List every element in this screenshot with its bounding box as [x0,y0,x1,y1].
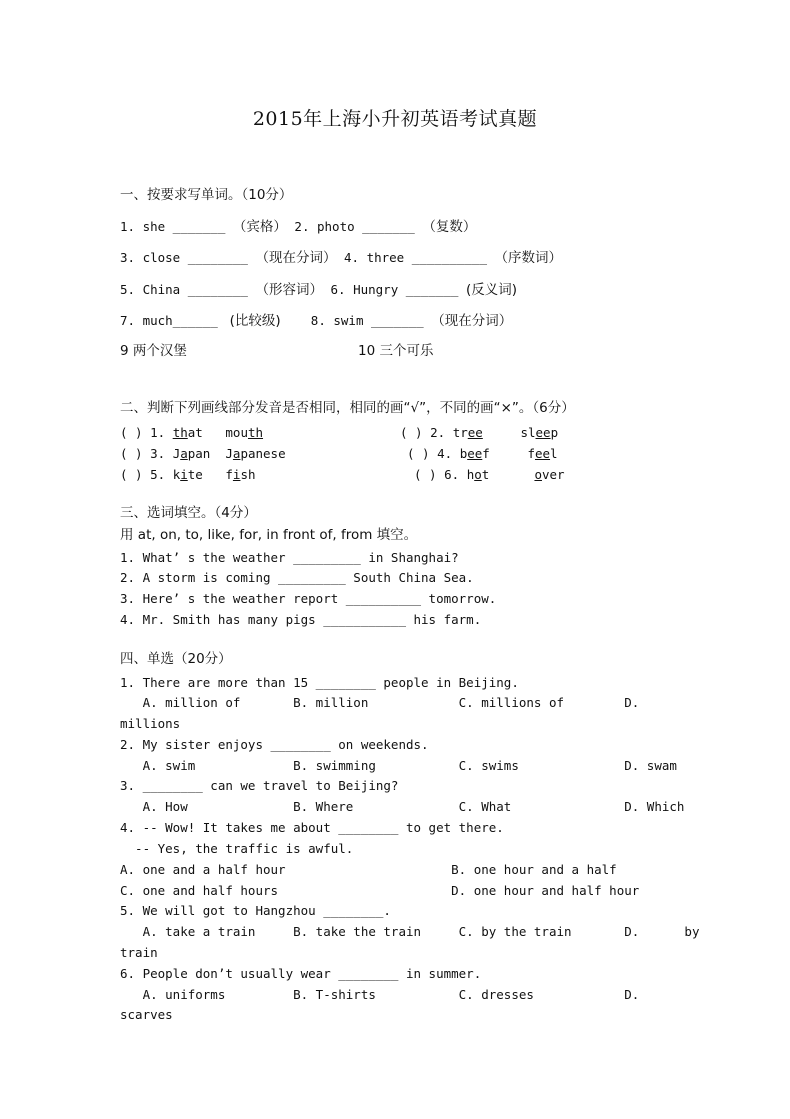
row4-part4: （现在分词） [431,313,513,329]
item5-word1-start: k [172,467,181,482]
item5-word2-start: f [225,467,233,482]
item4-word1-rest: f [482,446,490,461]
section4-line-3: millions [120,716,181,731]
instruction-text: 用 at, on, to, like, for, in front of, from [120,527,377,543]
section2-item-1 [120,425,263,441]
item4-prefix: ( ) 4. [407,446,460,461]
page-title: 2015年上海小升初英语考试真题 [252,108,538,130]
item1-word1-underlined: th [172,425,188,440]
item2-prefix: ( ) 2. [400,425,453,440]
section1-row-2 [120,250,562,266]
item1-prefix: ( ) 1. [120,425,173,440]
item2-word2-start: sl [520,425,536,440]
section4-line-16: A. uniforms B. T-shirts C. dresses D. [120,987,640,1002]
section3-item-2: 2. A storm is coming _________ South China Sea. [120,570,474,585]
row3-part2: （形容词） [255,282,323,298]
section3-item-3: 3. Here’ s the weather report __________ tomorrow. [120,591,497,606]
row1-part1: 1. she _______ [120,219,233,234]
item1-word2-underlined: th [247,425,264,440]
section4-line-7: A. How B. Where C. What D. Which [120,799,685,814]
row4-part2: (比较级) [225,313,281,329]
item1-word1-rest: at [187,425,203,440]
item6-word1-start: h [466,467,475,482]
row4-part1: 7. much______ [120,313,226,328]
item1-word2-start: mou [225,425,248,440]
section1-item-9: 9 两个汉堡 [120,343,187,359]
section4-line-6: 3. ________ can we travel to Beijing? [120,778,399,793]
section3-item-4: 4. Mr. Smith has many pigs ___________ his farm. [120,612,482,627]
item3-word2-underlined: a [232,446,241,461]
section1-row-1 [120,219,476,235]
section2-item-5 [120,467,256,483]
item6-word1-rest: t [481,467,490,482]
item3-word1-underlined: a [180,446,188,461]
item4-word1-underlined: ee [467,446,483,461]
item2-word2-underlined: ee [535,425,551,440]
item3-prefix: ( ) 3. [120,446,173,461]
section1-row-4 [120,313,512,329]
section4-line-5: A. swim B. swimming C. swims D. swam [120,758,677,773]
section2-item-2 [400,425,558,441]
item2-word2-rest: p [550,425,559,440]
row2-part3: 4. three __________ [336,250,495,265]
section2-item-4 [407,446,558,462]
section1-row-3 [120,282,517,298]
section1-item-10: 10 三个可乐 [358,343,434,359]
item3-word2-start: J [225,446,233,461]
item5-word2-rest: sh [240,467,256,482]
item2-word1-underlined: ee [467,425,483,440]
section4-line-17: scarves [120,1007,173,1022]
section3-heading: 三、选词填空。（4分） [120,505,257,521]
section4-line-10: A. one and a half hour B. one hour and a half [120,862,617,877]
item3-word1-rest: pan [187,446,211,461]
row3-part4: (反义词) [465,282,518,298]
row2-part2: （现在分词） [255,250,337,266]
section4-line-15: 6. People don’t usually wear ________ in summer. [120,966,482,981]
item2-word1-start: tr [452,425,468,440]
item6-word2-rest: ver [541,467,565,482]
section4-line-4: 2. My sister enjoys ________ on weekends. [120,737,429,752]
row2-part1: 3. close ________ [120,250,256,265]
section3-item-1: 1. What’ s the weather _________ in Shanghai? [120,550,459,565]
item6-word2-underlined: o [534,467,542,482]
item3-word1-start: J [172,446,181,461]
item5-word2-underlined: i [232,467,241,482]
item6-prefix: ( ) 6. [414,467,467,482]
section1-heading: 一、按要求写单词。（10分） [120,187,293,203]
instruction-suffix: 填空。 [376,527,418,543]
item5-word1-underlined: i [180,467,188,482]
row1-part3: 2. photo _______ [286,219,423,234]
item6-word1-underlined: o [474,467,482,482]
item3-word2-rest: panese [240,446,286,461]
section4-heading: 四、单选（20分） [120,651,232,667]
section4-line-8: 4. -- Wow! It takes me about ________ to get there. [120,820,504,835]
section4-line-9: -- Yes, the traffic is awful. [120,841,354,856]
section4-line-1: 1. There are more than 15 ________ people in Beijing. [120,675,519,690]
row4-part3: 8. swim _______ [280,313,432,328]
section2-heading: 二、判断下列画线部分发音是否相同，相同的画“√”，不同的画“×”。（6分） [120,400,575,416]
section4-line-2: A. million of B. million C. millions of D. [120,695,640,710]
section2-item-3 [120,446,286,462]
row1-part2: （宾格） [232,219,287,235]
item5-word1-rest: te [187,467,203,482]
item4-word2-start: f [527,446,535,461]
section2-item-6 [414,467,565,483]
section4-line-14: train [120,945,158,960]
section4-line-12: 5. We will got to Hangzhou ________. [120,903,391,918]
section3-instruction [120,527,417,543]
item4-word1-start: b [459,446,468,461]
item4-word2-rest: l [550,446,558,461]
row3-part1: 5. China ________ [120,282,256,297]
item5-prefix: ( ) 5. [120,467,173,482]
section4-line-11: C. one and half hours D. one hour and half hour [120,883,640,898]
section4-line-13: A. take a train B. take the train C. by the train D. by [120,924,700,939]
row1-part4: （复数） [422,219,477,235]
row3-part3: 6. Hungry _______ [322,282,466,297]
row2-part4: （序数词） [494,250,563,266]
item4-word2-underlined: ee [534,446,551,461]
